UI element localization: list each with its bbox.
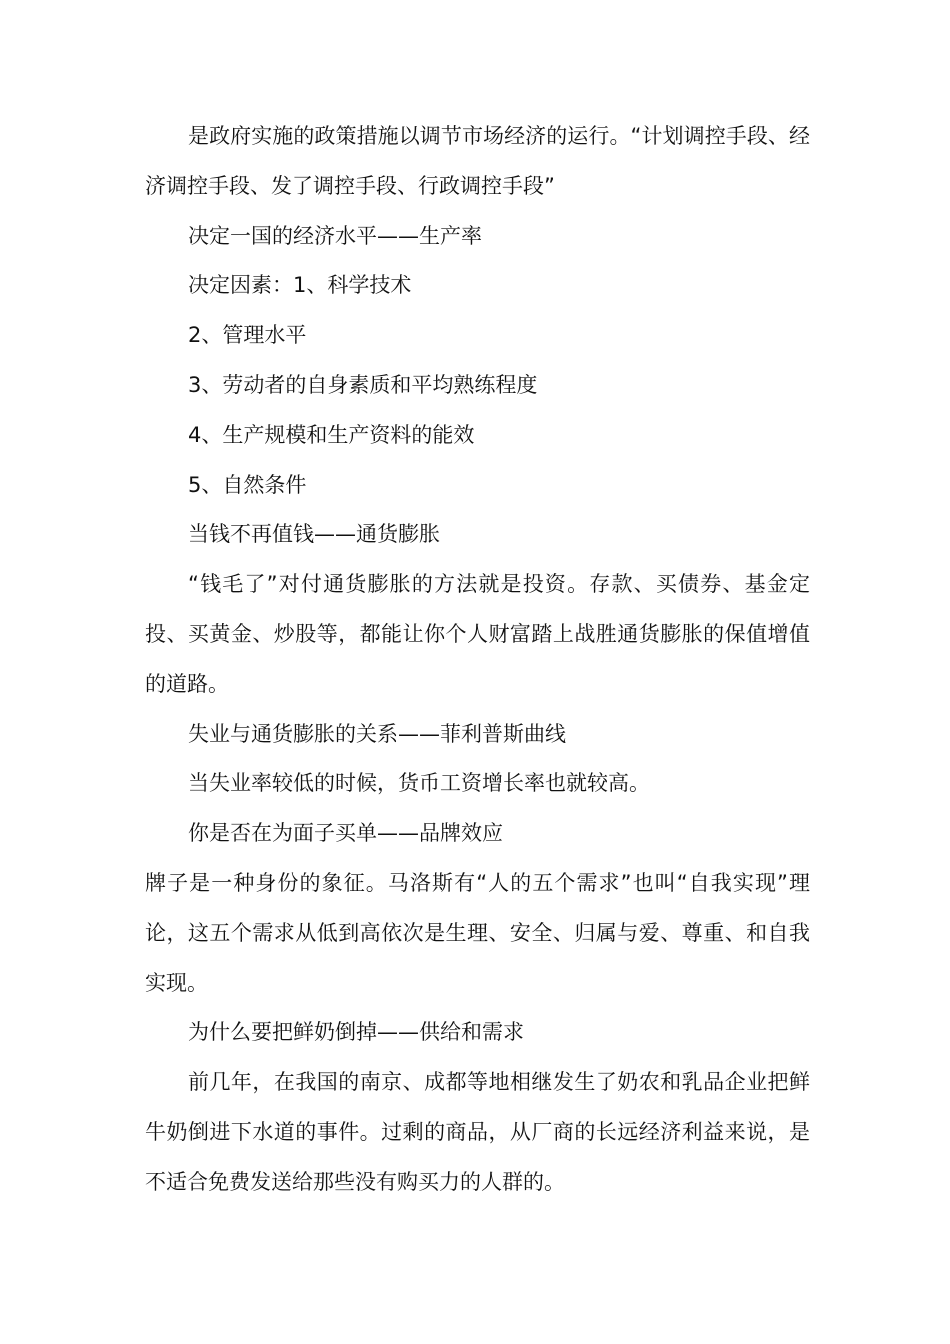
list-item-factor-3: 3、劳动者的自身素质和平均熟练程度 — [188, 372, 538, 397]
list-item-factor-4: 4、生产规模和生产资料的能效 — [188, 422, 475, 447]
heading-supply-demand: 为什么要把鲜奶倒掉——供给和需求 — [188, 1020, 524, 1045]
paragraph-maslow-needs: 牌子是一种身份的象征。马洛斯有“人的五个需求”也叫“自我实现”理论，这五个需求从低到高依次是生理、安全、归属与爱、尊重、和自我实现。 — [145, 870, 810, 995]
heading-phillips-curve: 失业与通货膨胀的关系——菲利普斯曲线 — [188, 721, 566, 746]
list-item-factor-1: 决定因素：1、科学技术 — [188, 273, 412, 298]
paragraph-milk-dumping: 前几年，在我国的南京、成都等地相继发生了奶农和乳品企业把鲜牛奶倒进下水道的事件。过剩的商品，从厂商的长远经济利益来说，是不适合免费发送给那些没有购买力的人群的。 — [145, 1070, 810, 1194]
heading-brand-effect: 你是否在为面子买单——品牌效应 — [188, 821, 503, 846]
document-body — [145, 112, 810, 1208]
paragraph-inflation-investment: “钱毛了”对付通货膨胀的方法就是投资。存款、买债券、基金定投、买黄金、炒股等，都能让你个人财富踏上战胜通货膨胀的保值增值的道路。 — [145, 572, 810, 696]
paragraph-policy-means: 是政府实施的政策措施以调节市场经济的运行。“计划调控手段、经济调控手段、发了调控手段、行政调控手段” — [145, 124, 810, 198]
heading-inflation: 当钱不再值钱——通货膨胀 — [188, 522, 440, 547]
list-item-factor-2: 2、管理水平 — [188, 323, 307, 348]
heading-productivity: 决定一国的经济水平——生产率 — [188, 223, 482, 248]
list-item-factor-5: 5、自然条件 — [188, 472, 307, 497]
paragraph-unemployment-wages: 当失业率较低的时候，货币工资增长率也就较高。 — [188, 771, 650, 796]
